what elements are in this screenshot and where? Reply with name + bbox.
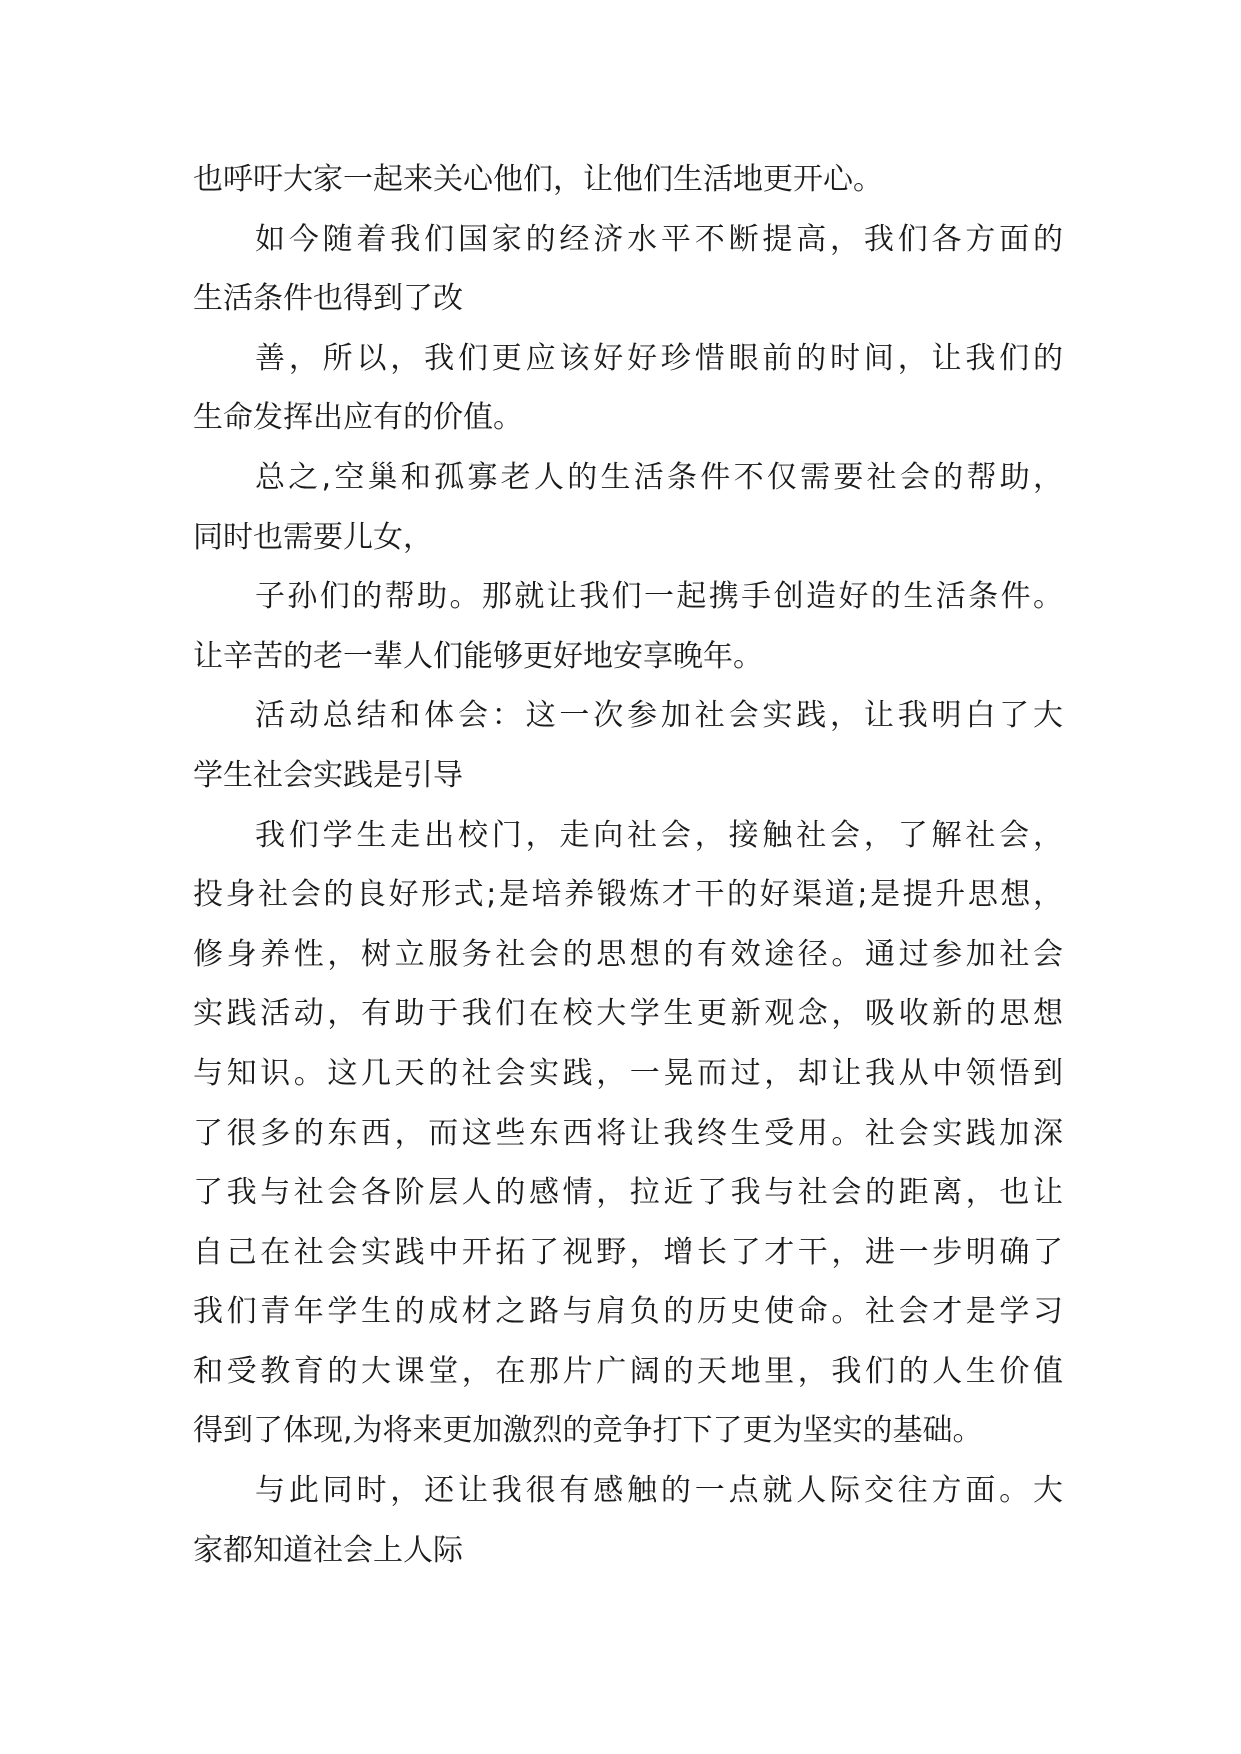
- text-line: 了很多的东西，而这些东西将让我终生受用。社会实践加深: [193, 1115, 1063, 1151]
- text-line: 自己在社会实践中开拓了视野，增长了才干，进一步明确了: [193, 1234, 1063, 1270]
- text-line: 学生社会实践是引导: [193, 757, 463, 793]
- paragraph-first-line: 总之,空巢和孤寡老人的生活条件不仅需要社会的帮助，: [255, 459, 1063, 495]
- text-line: 投身社会的良好形式;是培养锻炼才干的好渠道;是提升思想，: [193, 877, 1063, 913]
- paragraph-first-line: 如今随着我们国家的经济水平不断提高，我们各方面的: [255, 221, 1063, 257]
- text-line: 让辛苦的老一辈人们能够更好地安享晚年。: [193, 638, 763, 674]
- paragraph-first-line: 活动总结和体会：这一次参加社会实践，让我明白了大: [255, 698, 1063, 734]
- text-line: 和受教育的大课堂，在那片广阔的天地里，我们的人生价值: [193, 1353, 1063, 1389]
- text-line: 也呼吁大家一起来关心他们，让他们生活地更开心。: [193, 162, 883, 197]
- paragraph-first-line: 子孙们的帮助。那就让我们一起携手创造好的生活条件。: [255, 579, 1063, 615]
- paragraph-first-line: 与此同时，还让我很有感触的一点就人际交往方面。大: [255, 1473, 1063, 1509]
- paragraph-first-line: 善，所以，我们更应该好好珍惜眼前的时间，让我们的: [255, 340, 1063, 376]
- text-line: 与知识。这几天的社会实践，一晃而过，却让我从中领悟到: [193, 1055, 1063, 1091]
- text-line: 同时也需要儿女，: [193, 519, 433, 555]
- text-line: 生活条件也得到了改: [193, 281, 463, 317]
- text-line: 修身养性，树立服务社会的思想的有效途径。通过参加社会: [193, 936, 1063, 972]
- text-line: 了我与社会各阶层人的感情，拉近了我与社会的距离，也让: [193, 1175, 1063, 1211]
- text-line: 家都知道社会上人际: [193, 1532, 463, 1568]
- text-line: 我们青年学生的成材之路与肩负的历史使命。社会才是学习: [193, 1294, 1063, 1330]
- paragraph-first-line: 我们学生走出校门，走向社会，接触社会，了解社会，: [255, 817, 1063, 853]
- text-line: 生命发挥出应有的价值。: [193, 400, 523, 436]
- text-line: 实践活动，有助于我们在校大学生更新观念，吸收新的思想: [193, 996, 1063, 1032]
- document-body: [193, 150, 1063, 1580]
- text-line: 得到了体现,为将来更加激烈的竞争打下了更为坚实的基础。: [193, 1413, 983, 1449]
